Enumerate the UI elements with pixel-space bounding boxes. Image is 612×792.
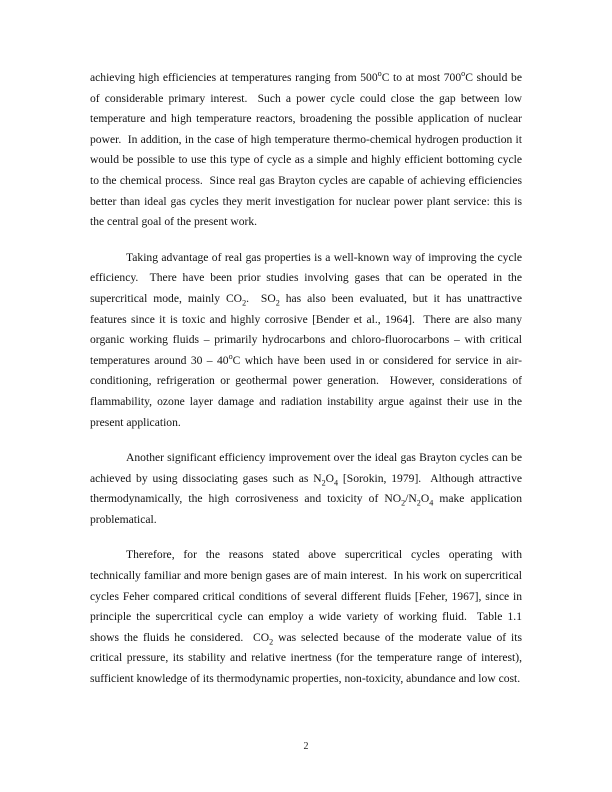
page-number: 2 bbox=[303, 741, 309, 752]
paragraph-1: achieving high efficiencies at temperatures ranging from 500$^o$C to at most 700$^o$C should be of considerable primary interest. Such a power cycle could close the gap between low temperature and high temperature reactors, broadening the possible application of nuclear power. In addition, in the case of high temperature thermo-chemical hydrogen production it would be possible to use this type of cycle as a simple and highly efficient bottoming cycle to the chemical process. Since real gas Brayton cycles are capable of achieving efficiencies better than ideal gas cycles they merit investigation for nuclear power plant service: this is the central goal of the present work. bbox=[90, 69, 522, 229]
document-body bbox=[90, 68, 522, 705]
paragraph-3: Another significant efficiency improvement over the ideal gas Brayton cycles can be achieved by using dissociating gases such as $N_2O_4$ [Sorokin, 1979]. Although attractive thermodynamically, the high corrosiveness and toxicity of $NO_2/N_2O_4$ make application problematical. bbox=[90, 451, 523, 526]
paragraph-4: Therefore, for the reasons stated above supercritical cycles operating with technically familiar and more benign gases are of main interest. In his work on supercritical cycles Feher compared critical conditions of several different fluids [Feher, 1967], since in principle the supercritical cycle can employ a wide variety of working fluid. Table 1.1 shows the fluids he considered. $CO_2$ was selected because of the moderate value of its critical pressure, its stability and relative inertness (for the temperature range of interest), sufficient knowledge of its thermodynamic properties, non-toxicity, abundance and low cost. bbox=[90, 548, 522, 686]
paragraph-2: Taking advantage of real gas properties is a well-known way of improving the cycle efficiency. There have been prior studies involving gases that can be operated in the supercritical mode, mainly $CO_2$. $SO_2$ has also been evaluated, but it has unattractive features since it is toxic and highly corrosive [Bender et al., 1964]. There are also many organic working fluids – primarily hydrocarbons and chloro-fluorocarbons – with critical temperatures around 30 – 40$^o$C which have been used in or considered for service in air-conditioning, refrigeration or geothermal power generation. However, considerations of flammability, ozone layer damage and radiation instability argue against their use in the present application. bbox=[90, 250, 522, 429]
